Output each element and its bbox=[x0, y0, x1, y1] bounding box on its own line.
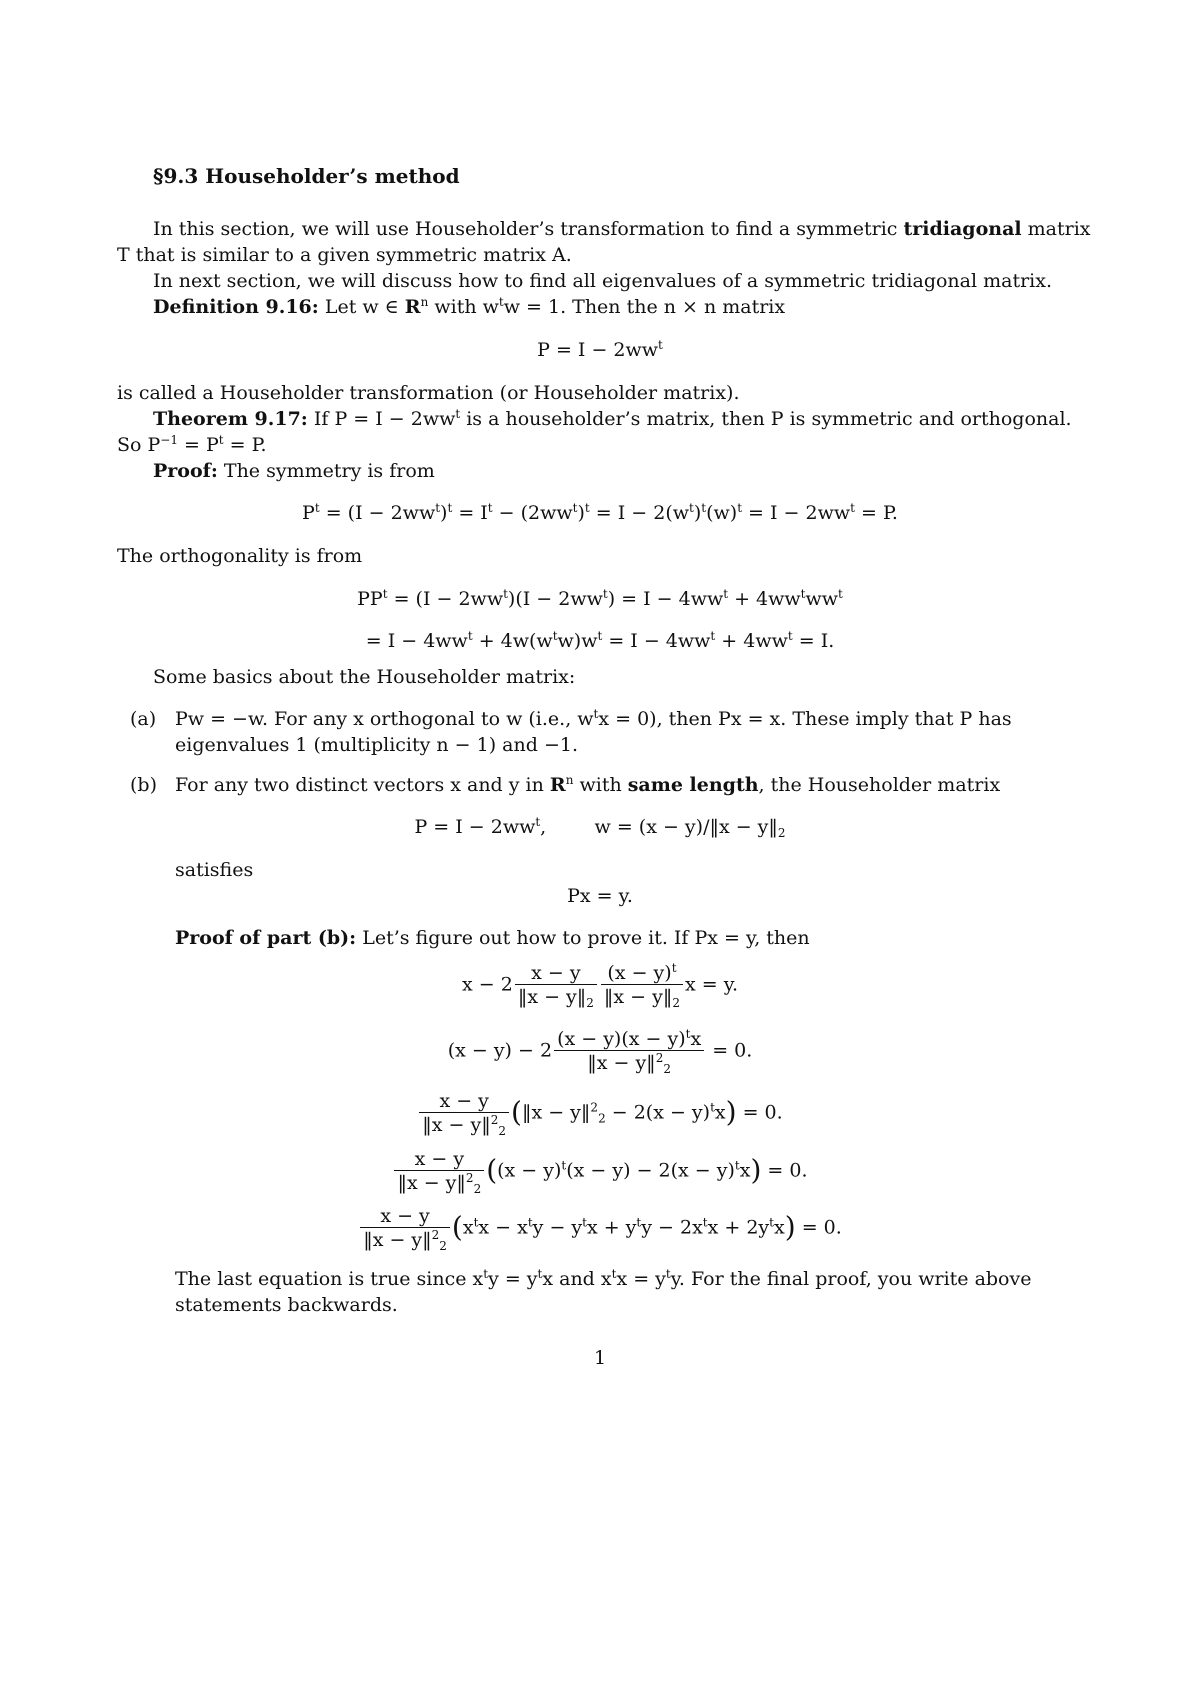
exponent-t: t bbox=[455, 407, 461, 421]
conclusion-line-1: The last equation is true since $x^ty = y^tx$ and $x^tx = y^ty$. For the final proof, you write above bbox=[175, 1267, 1032, 1290]
symmetry-equation: $P^t = (I - 2ww^t)^t = I^t - (2ww^t)^t = I - 2(w^t)^t(w)^t = I - 2ww^t = P$. bbox=[302, 501, 898, 524]
item-a-line-1: Pw = −w. For any x orthogonal to w (i.e., $w^tx = 0$), then Px = x. These imply that P has bbox=[175, 707, 1012, 730]
derivation-step-4: $\frac{x - y}{‖x - y‖^2_2}$ $((x - y)^t(x - y) - 2(x - y)^tx) = 0$. bbox=[0, 1148, 1200, 1195]
item-b-bold: same length bbox=[627, 774, 759, 796]
proof-label: Proof: bbox=[153, 460, 218, 482]
definition-label: Definition 9.16: bbox=[153, 296, 319, 318]
item-b-label: (b) bbox=[130, 774, 157, 796]
exponent-t: t bbox=[218, 433, 224, 447]
item-b-line-1: For any two distinct vectors x and y in $R^n$ with same length, the Householder matrix bbox=[175, 773, 1001, 796]
proof-text: The symmetry is from bbox=[223, 460, 435, 482]
proof-b-line bbox=[175, 925, 810, 951]
theorem-label: Theorem 9.17: bbox=[153, 408, 308, 430]
intro-line-3: In next section, we will discuss how to find all eigenvalues of a symmetric tridiagonal matrix. bbox=[153, 270, 1052, 292]
orthogonality-equation-1: $PP^t = (I - 2ww^t)(I - 2ww^t) = I - 4ww^t + 4ww^tww^t$ bbox=[357, 587, 843, 610]
theorem-line-1 bbox=[153, 406, 1072, 432]
theorem-text-b: is a householder’s matrix, then P is symmetric and orthogonal. bbox=[466, 408, 1072, 430]
item-a-label: (a) bbox=[130, 708, 157, 730]
exponent-n: n bbox=[420, 295, 429, 309]
intro-text-end: matrix bbox=[1027, 218, 1091, 240]
equation-text: P = I − 2ww bbox=[537, 339, 659, 361]
theorem-line2-b: = P bbox=[184, 434, 219, 456]
exponent-t: t bbox=[658, 338, 663, 352]
item-b-text-a: For any two distinct vectors x and y in bbox=[175, 774, 544, 796]
basics-intro: Some basics about the Householder matrix: bbox=[153, 666, 576, 688]
item-b-text-c: , the Householder matrix bbox=[758, 774, 1001, 796]
derivation-step-1: x − 2 $\frac{x - y}{‖x - y‖_2}$ $\frac{(x - y)^t}{‖x - y‖_2}$ x = y. bbox=[462, 961, 738, 1010]
theorem-line2-a: So P bbox=[117, 434, 161, 456]
proof-line bbox=[153, 458, 435, 484]
page-number: 1 bbox=[593, 1347, 607, 1369]
intro-line-2: T that is similar to a given symmetric matrix A. bbox=[117, 244, 572, 266]
theorem-line2-c: = P. bbox=[229, 434, 267, 456]
intro-bold-word: tridiagonal bbox=[903, 218, 1022, 240]
derivation-step-3: $\frac{x - y}{‖x - y‖^2_2}$ (‖x − y‖$^2_2$ − $2(x - y)^tx) = 0$. bbox=[0, 1090, 1200, 1137]
exponent-n: n bbox=[565, 773, 574, 787]
exponent-t: t bbox=[498, 295, 504, 309]
intro-text: In this section, we will use Householder’s transformation to find a symmetric bbox=[153, 218, 898, 240]
definition-line bbox=[153, 294, 785, 320]
proof-b-label: Proof of part (b): bbox=[175, 927, 357, 949]
definition-text-b: with w bbox=[434, 296, 499, 318]
field-symbol: R bbox=[549, 774, 566, 796]
orthogonality-text: The orthogonality is from bbox=[117, 545, 363, 567]
definition-text-a: Let w ∈ bbox=[324, 296, 399, 318]
px-equals-y-equation: Px = y. bbox=[567, 885, 633, 907]
definition-text-c: w = 1. Then the n × n matrix bbox=[503, 296, 786, 318]
definition-after: is called a Householder transformation (or Householder matrix). bbox=[117, 382, 740, 404]
theorem-line-2 bbox=[117, 432, 267, 458]
satisfies-text: satisfies bbox=[175, 859, 254, 881]
derivation-step-5: $\frac{x - y}{‖x - y‖^2_2}$ $(x^tx - x^ty - y^tx + y^ty - 2x^tx + 2y^tx) = 0$. bbox=[0, 1205, 1200, 1252]
field-symbol: R bbox=[404, 296, 421, 318]
proof-b-text: Let’s figure out how to prove it. If Px = y, then bbox=[362, 927, 810, 949]
derivation-step-2: (x − y) − 2 $\frac{(x - y)(x - y)^tx}{‖x - y‖^2_2}$ = 0. bbox=[447, 1027, 753, 1076]
householder-w-equation: $P = I - 2ww^t$, w = (x − y)/‖x − $y‖_2$ bbox=[414, 815, 786, 840]
intro-line-1 bbox=[153, 216, 1091, 242]
item-a-line-2: eigenvalues 1 (multiplicity n − 1) and −1. bbox=[175, 734, 578, 756]
orthogonality-equation-2: = $I - 4ww^t + 4w(w^tw)w^t = I - 4ww^t + 4ww^t = I$. bbox=[365, 629, 835, 652]
conclusion-line-2: statements backwards. bbox=[175, 1294, 398, 1316]
theorem-text-a: If P = I − 2ww bbox=[313, 408, 456, 430]
exponent-inverse: −1 bbox=[160, 433, 178, 447]
section-title: §9.3 Householder’s method bbox=[153, 164, 460, 188]
householder-definition-equation bbox=[0, 337, 1200, 363]
